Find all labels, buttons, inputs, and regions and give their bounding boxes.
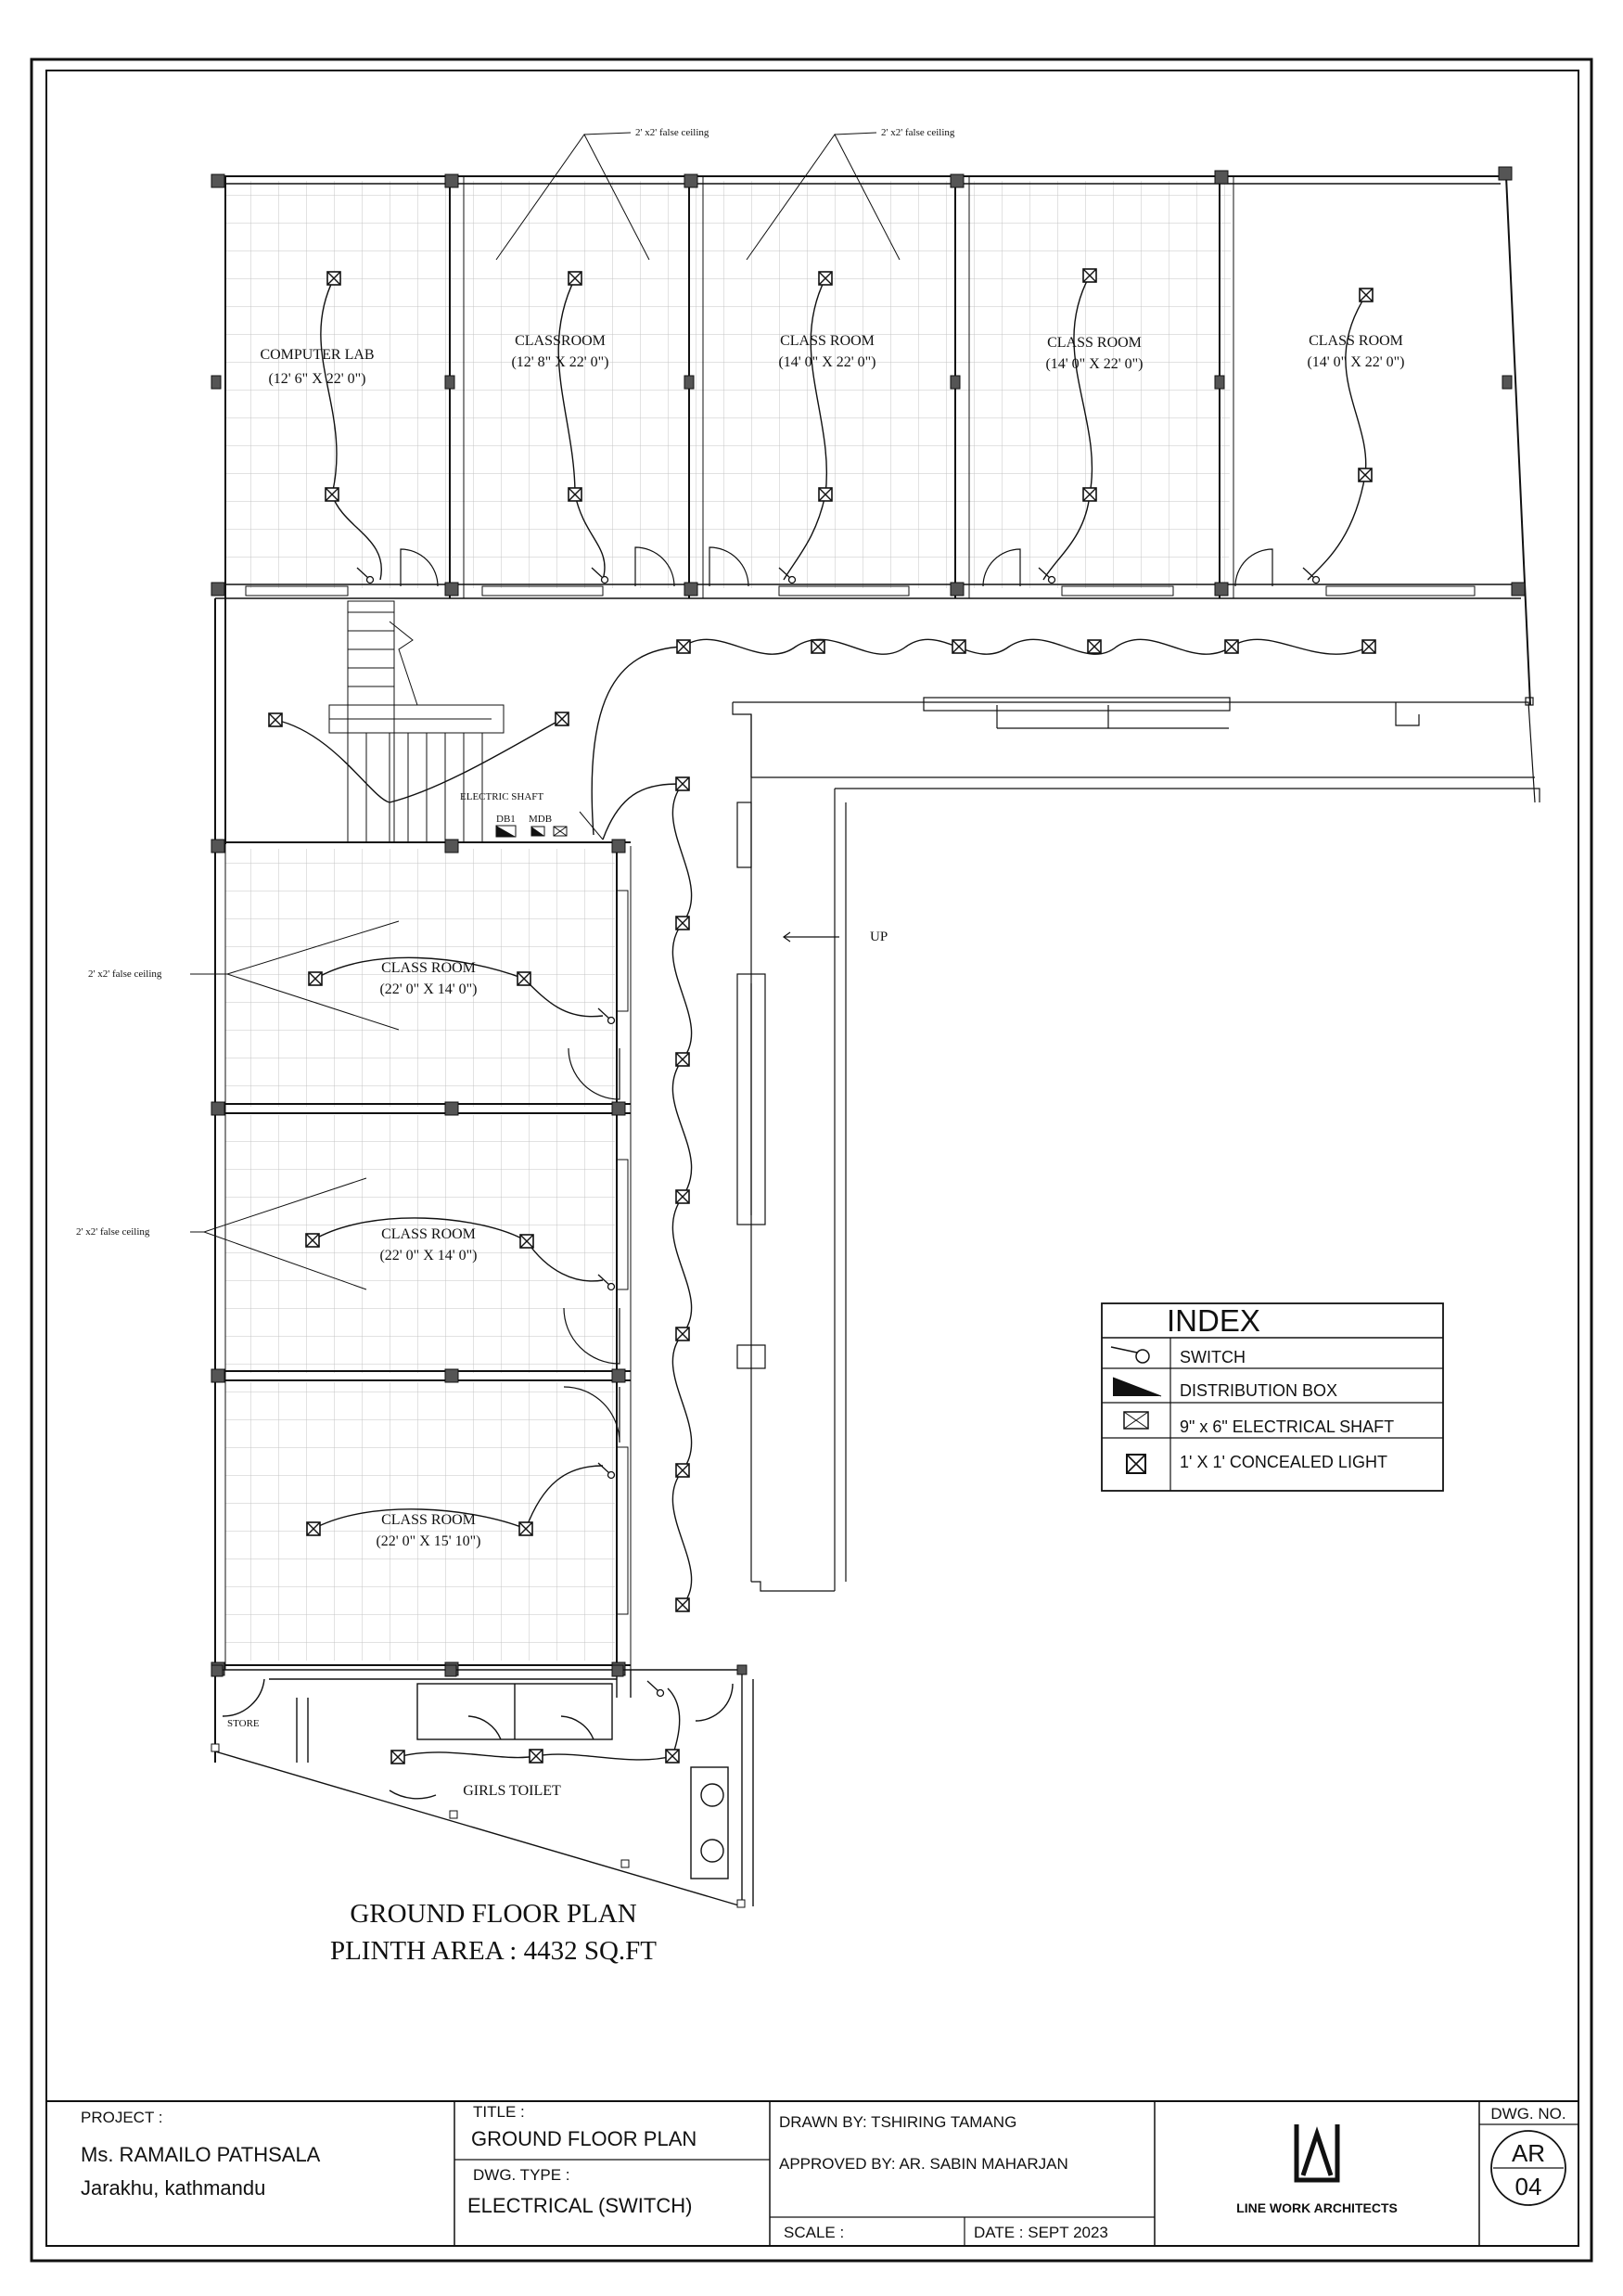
index-heading: INDEX <box>1167 1303 1260 1338</box>
index-label-electrical-shaft: 9" x 6" ELECTRICAL SHAFT <box>1180 1417 1395 1436</box>
drawn-by: DRAWN BY: TSHIRING TAMANG <box>779 2113 1017 2131</box>
project-location: Jarakhu, kathmandu <box>81 2176 266 2200</box>
approved-by: APPROVED BY: AR. SABIN MAHARJAN <box>779 2155 1068 2173</box>
db1-label: DB1 <box>496 814 516 825</box>
corridor-lights-top <box>592 639 1375 835</box>
room-size-classroom-1: (12' 8" X 22' 0") <box>511 354 609 370</box>
room-size-classroom-2: (14' 0" X 22' 0") <box>778 354 876 370</box>
store-label: STORE <box>227 1718 260 1729</box>
firm-logo <box>1297 2124 1337 2180</box>
up-label: UP <box>870 930 888 944</box>
dwg-no-label: DWG. NO. <box>1490 2105 1566 2123</box>
stair-lights <box>269 712 569 802</box>
scale-label: SCALE : <box>784 2224 845 2241</box>
project-name: Ms. RAMAILO PATHSALA <box>81 2143 321 2166</box>
left-wing <box>190 598 631 1763</box>
room-label-classroom-5: CLASS ROOM <box>381 960 476 976</box>
room-size-classroom-5: (22' 0" X 14' 0") <box>379 981 478 997</box>
index-label-switch: SWITCH <box>1180 1348 1246 1366</box>
electrical-shaft-icon <box>1124 1412 1148 1429</box>
room-label-classroom-4: CLASS ROOM <box>1309 333 1403 349</box>
title-block <box>46 2101 1578 2246</box>
false-ceiling-side-2: 2' x2' false ceiling <box>76 1226 150 1238</box>
false-ceiling-side-1: 2' x2' false ceiling <box>88 968 162 980</box>
dwg-type-label: DWG. TYPE : <box>473 2166 570 2184</box>
index-label-concealed-light: 1' X 1' CONCEALED LIGHT <box>1180 1453 1387 1471</box>
room-label-classroom-1: CLASSROOM <box>515 333 606 349</box>
dwg-type-value: ELECTRICAL (SWITCH) <box>467 2194 693 2217</box>
index-label-distribution-box: DISTRIBUTION BOX <box>1180 1381 1338 1400</box>
mdb-label: MDB <box>529 814 553 825</box>
plan-subtitle: PLINTH AREA : 4432 SQ.FT <box>329 1936 658 1966</box>
false-ceiling-label-1: 2' x2' false ceiling <box>635 127 709 138</box>
toilet-lights <box>391 1681 680 1764</box>
top-wing <box>211 127 1530 705</box>
title-value: GROUND FLOOR PLAN <box>471 2127 697 2150</box>
stair-area <box>225 598 504 844</box>
corridor-edge <box>733 698 1540 802</box>
room-label-classroom-2: CLASS ROOM <box>780 333 875 349</box>
room-size-classroom-4: (14' 0" X 22' 0") <box>1307 354 1405 370</box>
plan-title: GROUND FLOOR PLAN <box>350 1899 637 1929</box>
concealed-light-icon <box>1127 1455 1145 1473</box>
girls-toilet-label: GIRLS TOILET <box>463 1783 561 1799</box>
title-label: TITLE : <box>473 2103 525 2121</box>
ramp <box>737 714 846 1591</box>
date-label: DATE : SEPT 2023 <box>974 2224 1108 2241</box>
index-table <box>1102 1303 1443 1491</box>
room-size-classroom-7: (22' 0" X 15' 10") <box>376 1533 481 1549</box>
project-label: PROJECT : <box>81 2109 163 2126</box>
room-label-classroom-6: CLASS ROOM <box>381 1226 476 1242</box>
corridor-lights-vertical <box>672 777 691 1611</box>
room-size-classroom-3: (14' 0" X 22' 0") <box>1045 356 1144 372</box>
room-label-classroom-7: CLASS ROOM <box>381 1512 476 1528</box>
room-label-computer-lab: COMPUTER LAB <box>260 347 375 363</box>
dwg-no-number: 04 <box>1514 2173 1542 2200</box>
firm-name: LINE WORK ARCHITECTS <box>1236 2200 1398 2215</box>
toilet-small-columns <box>211 1744 745 1907</box>
toilet-columns <box>211 1665 747 1676</box>
false-ceiling-label-2: 2' x2' false ceiling <box>881 127 955 138</box>
room-size-classroom-6: (22' 0" X 14' 0") <box>379 1248 478 1263</box>
electric-shaft-label: ELECTRIC SHAFT <box>460 791 544 802</box>
dwg-no-prefix: AR <box>1511 2139 1546 2167</box>
room-size-computer-lab: (12' 6" X 22' 0") <box>268 371 366 387</box>
room-label-classroom-3: CLASS ROOM <box>1047 335 1142 351</box>
